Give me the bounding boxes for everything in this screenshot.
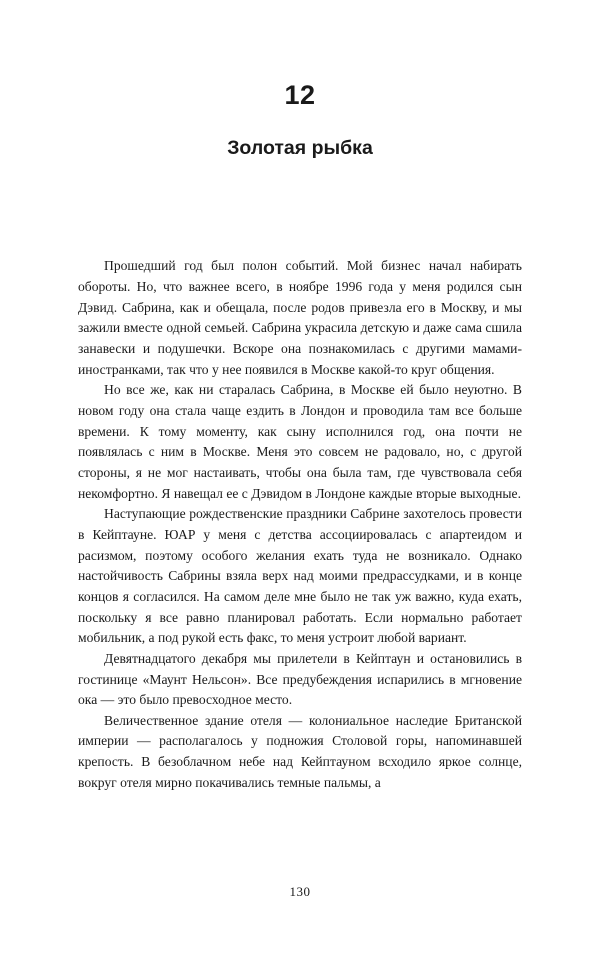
paragraph: Величественное здание отеля — колониальное наследие Британской империи — располагалось у подножия Столовой горы, напоминавшей крепость. В безоблачном небе над Кейптауном всходило яркое солнце, вокруг отеля мирно покачивались темные пальмы, а xyxy=(78,712,522,790)
paragraph: Но все же, как ни старалась Сабрина, в Москве ей было неуютно. В новом году она стала чаще ездить в Лондон и проводила там все больше времени. К тому моменту, как сыну исполнился год, она почти не появлялась с ним в Москве. Меня это совсем не радовало, но, с другой стороны, я не мог настаивать, чтобы она была там, где чувствовала себя некомфортно. Я навещал ее с Дэвидом в Лондоне каждые вторые выходные. xyxy=(78,382,522,501)
body-text xyxy=(78,256,522,793)
paragraph: Наступающие рождественские праздники Сабрине захотелось провести в Кейптауне. ЮАР у меня с детства ассоциировалась с апартеидом и расизмом, поэтому особого желания ехать туда не возникало. Однако настойчивость Сабрины взяла верх над моими предрассудками, и в конце концов я согласился. На самом деле мне было не так уж важно, куда ехать, поскольку я все равно планировал работать. Если нормально работает мобильник, а под рукой есть факс, то меня устроит любой вариант. xyxy=(78,506,522,646)
chapter-title: Золотая рыбка xyxy=(227,137,373,159)
paragraph: Девятнадцатого декабря мы прилетели в Кейптаун и остановились в гостинице «Маунт Нельсон». Все предубеждения испарились в мгновение ока — это было превосходное место. xyxy=(78,650,522,708)
book-page xyxy=(0,82,600,972)
chapter-number: 12 xyxy=(284,80,316,110)
paragraph: Прошедший год был полон событий. Мой бизнес начал набирать обороты. Но, что важнее всего, в ноябре 1996 года у меня родился сын Дэвид. Сабрина, как и обещала, после родов привезла его в Москву, и мы зажили вместе одной семьей. Сабрина украсила детскую и даже сама сшила занавески и подушечки. Вскоре она познакомилась с другими мамами-иностранками, так что у нее появился в Москве какой-то круг общения. xyxy=(78,258,522,377)
page-number: 130 xyxy=(289,884,311,899)
